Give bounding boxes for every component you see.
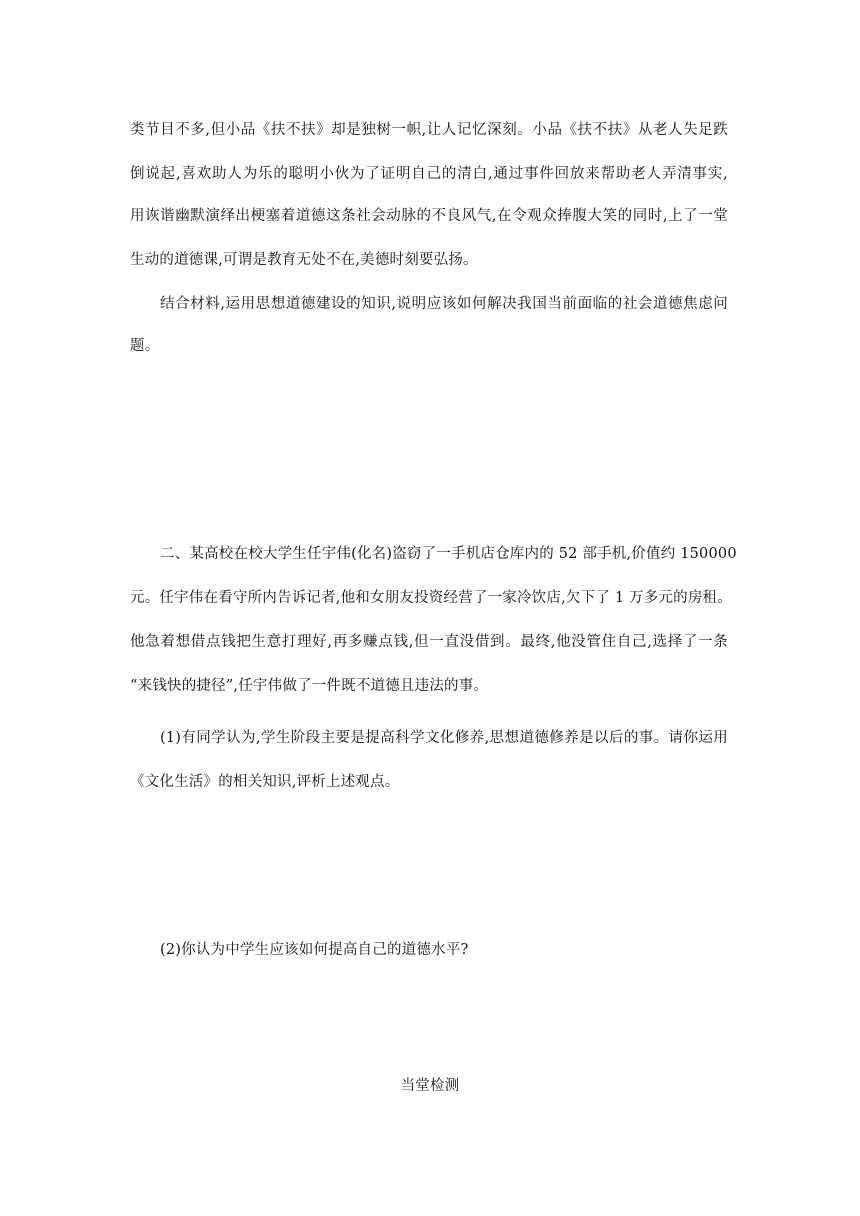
- passage-1-line: 倒说起,喜欢助人为乐的聪明小伙为了证明自己的清白,通过事件回放来帮助老人弄清事实,: [130, 166, 728, 182]
- passage-2-line: “来钱快的捷径”,任宇伟做了一件既不道德且违法的事。: [130, 678, 489, 694]
- passage-2-line: 他急着想借点钱把生意打理好,再多赚点钱,但一直没借到。最终,他没管住自己,选择了一条: [130, 634, 728, 650]
- passage-1-line: 用诙谐幽默演绎出梗塞着道德这条社会动脉的不良风气,在令观众捧腹大笑的同时,上了一堂: [130, 208, 728, 224]
- passage-2-line: 元。任宇伟在看守所内告诉记者,他和女朋友投资经营了一家冷饮店,欠下了 1 万多元的房租。: [130, 590, 732, 606]
- section-heading: 当堂检测: [400, 1078, 460, 1094]
- question-1-line: 题。: [130, 338, 160, 354]
- passage-2-line: 二、某高校在校大学生任宇伟(化名)盗窃了一手机店仓库内的 52 部手机,价值约 150000: [160, 546, 737, 562]
- question-2-part-1-line: (1)有同学认为,学生阶段主要是提高科学文化修养,思想道德修养是以后的事。请你运用: [160, 730, 728, 746]
- passage-1-line: 类节目不多,但小品《扶不扶》却是独树一帜,让人记忆深刻。小品《扶不扶》从老人失足跌: [130, 122, 728, 138]
- question-2-part-1-line: 《文化生活》的相关知识,评析上述观点。: [130, 774, 400, 790]
- question-1-line: 结合材料,运用思想道德建设的知识,说明应该如何解决我国当前面临的社会道德焦虑问: [160, 296, 728, 312]
- passage-1-line: 生动的道德课,可谓是教育无处不在,美德时刻要弘扬。: [130, 252, 478, 268]
- question-2-part-2-line: (2)你认为中学生应该如何提高自己的道德水平?: [160, 942, 469, 958]
